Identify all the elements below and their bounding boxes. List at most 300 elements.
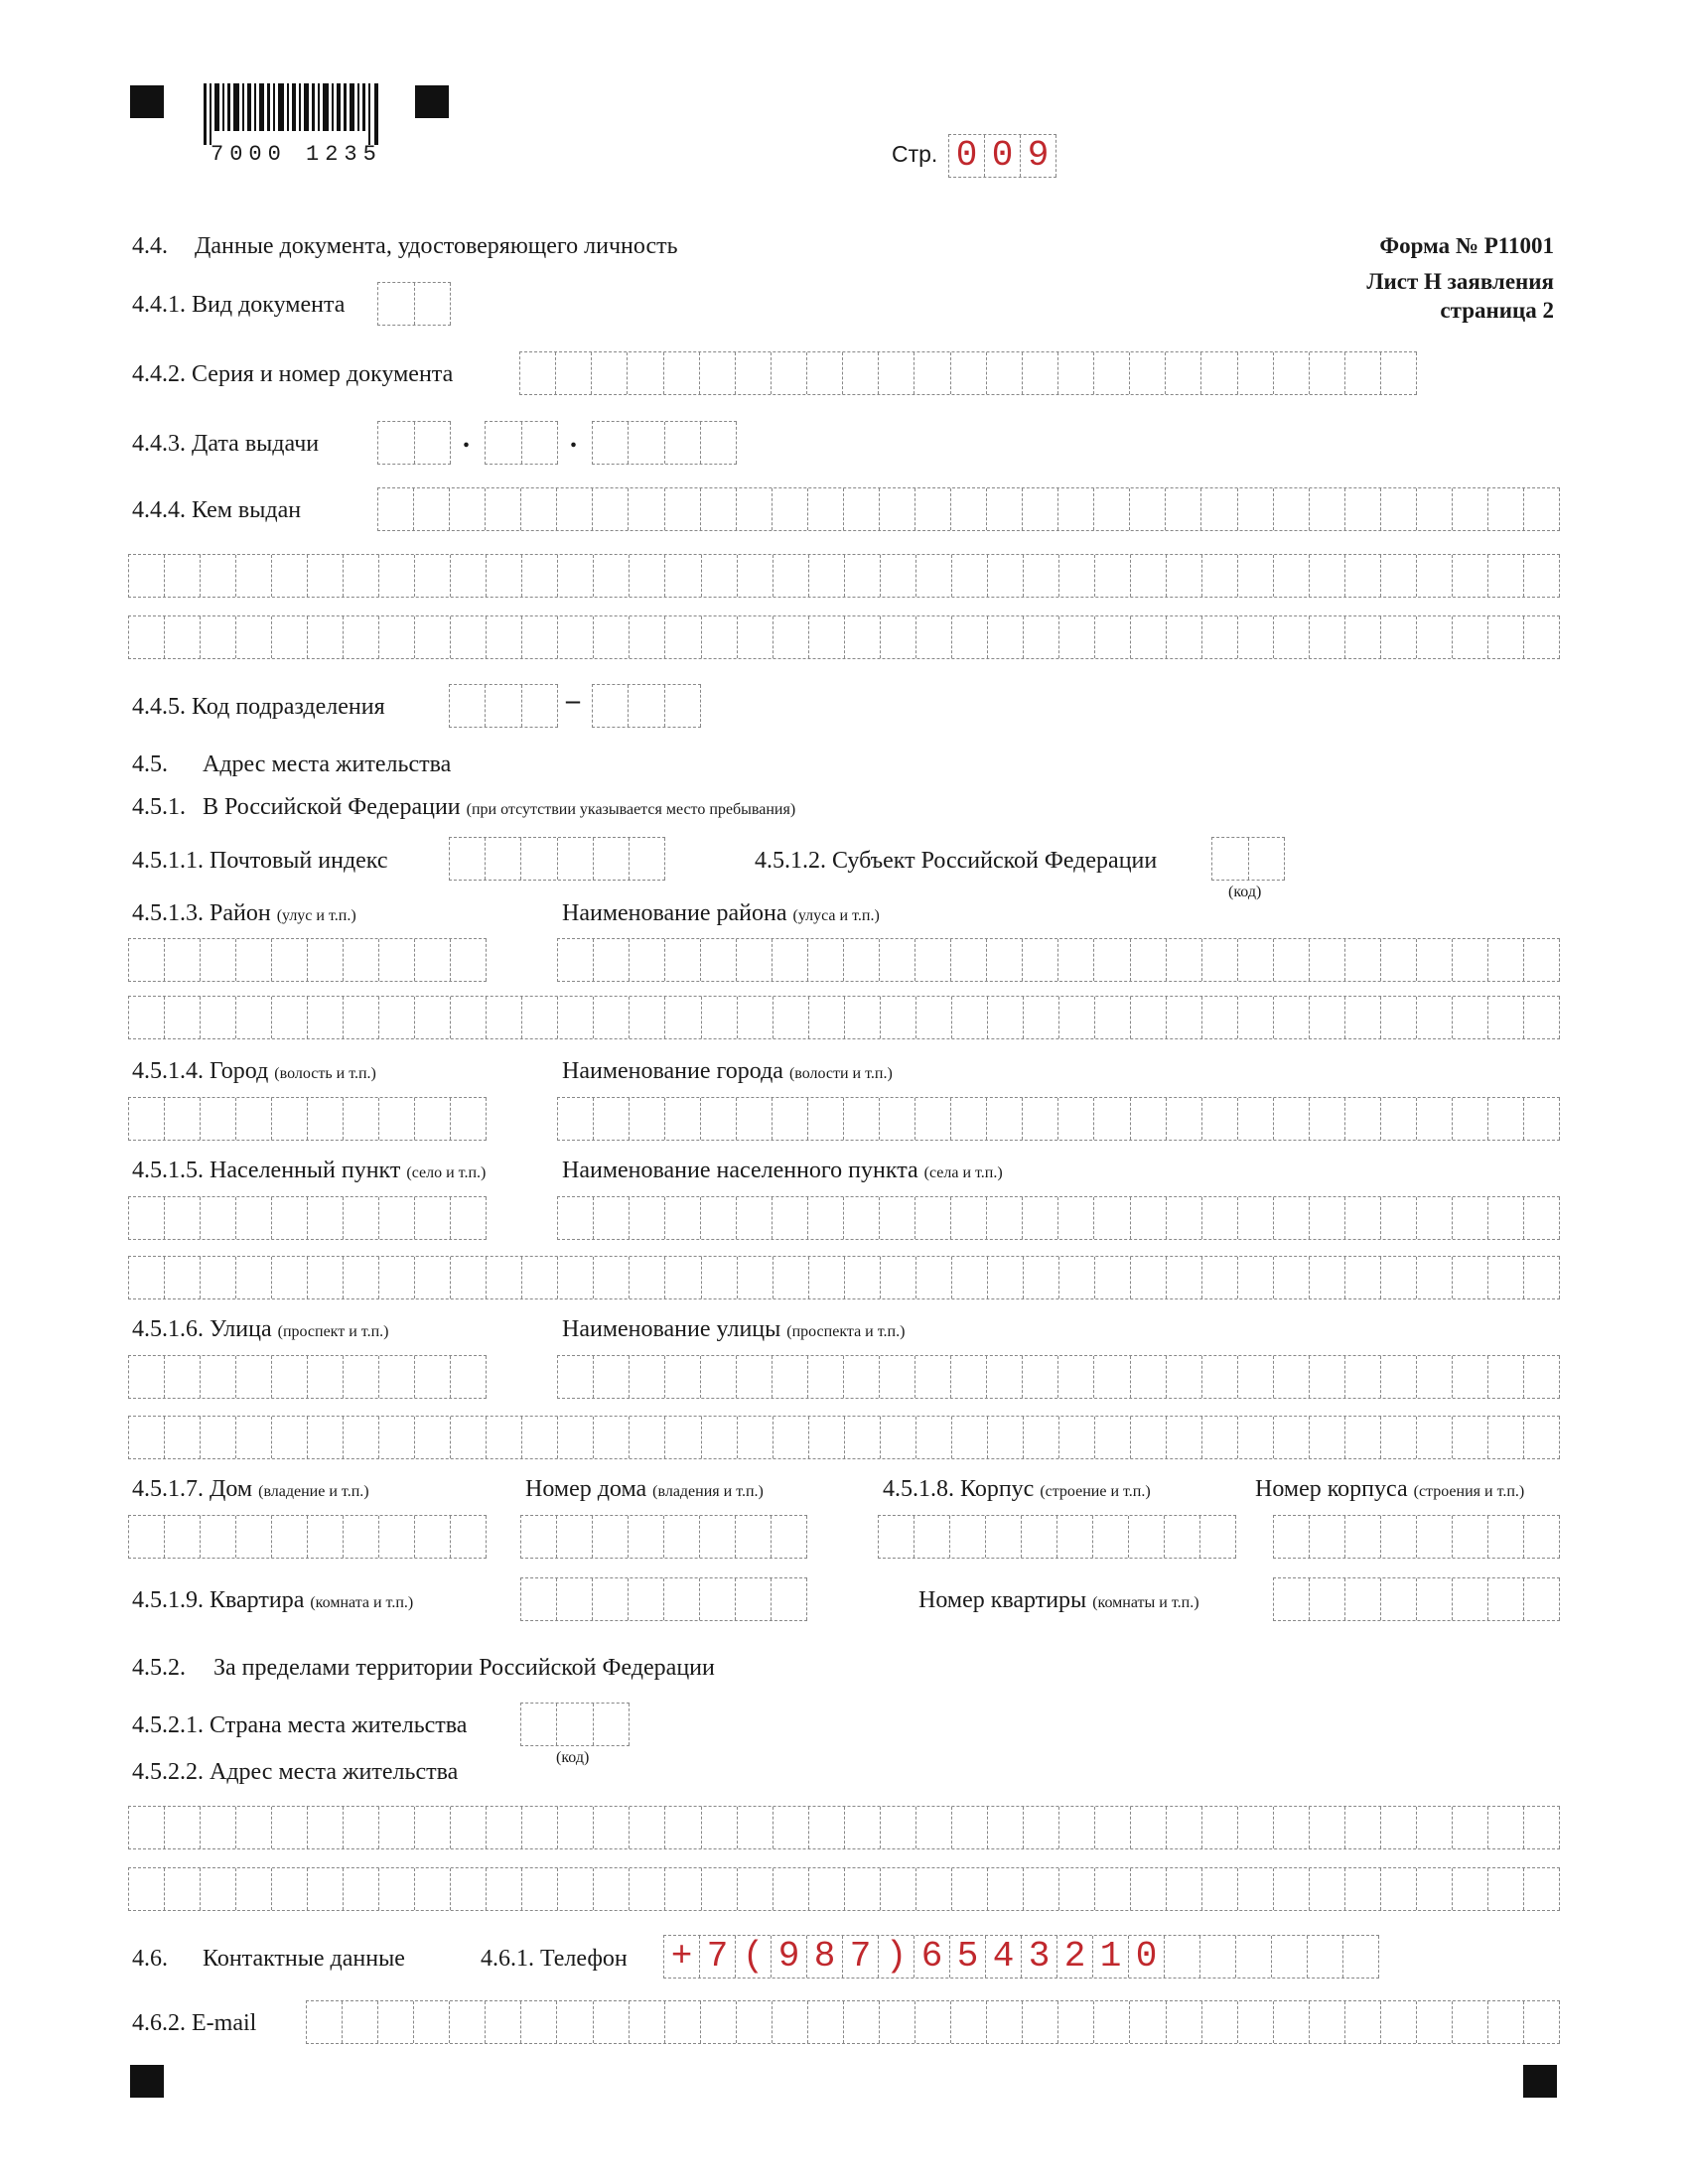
country-code-note: (код) — [556, 1749, 590, 1766]
char-cell — [844, 488, 880, 530]
char-cell — [773, 1098, 808, 1140]
char-cell — [236, 1516, 272, 1558]
char-cell — [1167, 1356, 1202, 1398]
char-cell — [1095, 1868, 1131, 1910]
char-cell — [1381, 1356, 1417, 1398]
char-cell — [1024, 1807, 1059, 1848]
char-cell — [1249, 838, 1286, 880]
char-cell — [1274, 1417, 1310, 1458]
char-cell — [988, 997, 1024, 1038]
char-cell — [272, 1197, 308, 1239]
city-type-cells[interactable] — [128, 1097, 487, 1141]
char-cell — [1488, 1516, 1524, 1558]
char-cell — [1095, 997, 1131, 1038]
char-cell — [1024, 997, 1059, 1038]
char-cell — [1093, 1516, 1129, 1558]
char-cell — [1024, 1868, 1059, 1910]
char-cell — [308, 1197, 344, 1239]
char-cell — [593, 488, 629, 530]
char-cell — [1488, 1257, 1524, 1298]
char-cell — [1202, 1257, 1238, 1298]
char-cell — [774, 997, 809, 1038]
char-cell — [1524, 1356, 1560, 1398]
char-cell — [1453, 1516, 1488, 1558]
char-cell — [1381, 997, 1417, 1038]
char-cell — [1417, 1868, 1453, 1910]
issue-year-cells[interactable] — [592, 421, 737, 465]
house-type-cells[interactable] — [128, 1515, 487, 1559]
char-cell — [1345, 352, 1381, 394]
char-cell — [773, 1356, 808, 1398]
char-cell — [1524, 1417, 1560, 1458]
char-cell — [521, 838, 557, 880]
char-cell — [558, 1417, 594, 1458]
char-cell — [845, 616, 881, 658]
char-cell — [1345, 1098, 1381, 1140]
char-cell — [701, 1098, 737, 1140]
char-cell — [558, 997, 594, 1038]
phone-char: 0 — [1129, 1936, 1165, 1978]
date-separator: . — [463, 423, 470, 454]
char-cell — [378, 283, 415, 325]
char-cell — [379, 1356, 415, 1398]
char-cell — [272, 555, 308, 597]
char-cell — [1238, 1356, 1274, 1398]
char-cell — [952, 1417, 988, 1458]
char-cell — [344, 1516, 379, 1558]
char-cell — [1167, 1257, 1202, 1298]
char-cell — [916, 1807, 952, 1848]
district-name-cells-line1[interactable] — [557, 938, 1560, 982]
city-label-text: 4.5.1.4. Город — [132, 1058, 269, 1084]
issued-by-cells-line1[interactable] — [377, 487, 1560, 531]
char-cell — [1345, 1868, 1381, 1910]
char-cell — [952, 555, 988, 597]
subject-code-cells[interactable] — [1211, 837, 1285, 881]
char-cell — [1202, 1356, 1238, 1398]
char-cell — [451, 1197, 487, 1239]
char-cell — [272, 616, 308, 658]
char-cell — [486, 2001, 521, 2043]
char-cell — [558, 616, 594, 658]
char-cell — [308, 1807, 344, 1848]
street-name-cells-line2[interactable] — [128, 1416, 1560, 1459]
city-name-cells[interactable] — [557, 1097, 1560, 1141]
char-cell — [629, 1516, 664, 1558]
char-cell — [1274, 939, 1310, 981]
char-cell — [1345, 1197, 1381, 1239]
char-cell — [1059, 616, 1095, 658]
building-number-text: Номер корпуса — [1255, 1476, 1408, 1502]
char-cell — [1488, 1417, 1524, 1458]
char-cell — [1274, 1868, 1310, 1910]
locality-label-text: 4.5.1.5. Населенный пункт — [132, 1158, 401, 1183]
char-cell — [521, 1578, 557, 1620]
char-cell — [487, 997, 522, 1038]
char-cell — [774, 555, 809, 597]
division-code-cells-part2[interactable] — [592, 684, 701, 728]
char-cell — [1453, 616, 1488, 658]
char-cell — [344, 1868, 379, 1910]
foreign-address-label: 4.5.2.2. Адрес места жительства — [132, 1759, 459, 1785]
char-cell — [809, 1868, 845, 1910]
char-cell — [1310, 488, 1345, 530]
char-cell — [630, 1098, 665, 1140]
char-cell — [129, 616, 165, 658]
char-cell — [487, 1417, 522, 1458]
char-cell — [1202, 1417, 1238, 1458]
char-cell — [951, 1197, 987, 1239]
char-cell — [450, 488, 486, 530]
char-cell — [1310, 352, 1345, 394]
char-cell — [665, 1356, 701, 1398]
char-cell — [236, 1868, 272, 1910]
char-cell — [1453, 1098, 1488, 1140]
char-cell — [1131, 616, 1167, 658]
building-number-note: (строения и т.п.) — [1413, 1483, 1525, 1500]
char-cell — [665, 555, 701, 597]
char-cell — [881, 1417, 916, 1458]
char-cell — [915, 1197, 951, 1239]
char-cell — [915, 1356, 951, 1398]
char-cell — [1488, 1098, 1524, 1140]
char-cell — [1274, 1807, 1310, 1848]
char-cell — [594, 1704, 630, 1745]
char-cell — [880, 2001, 915, 2043]
char-cell — [951, 352, 987, 394]
char-cell — [165, 616, 201, 658]
char-cell — [1131, 1417, 1167, 1458]
char-cell — [1417, 1578, 1453, 1620]
char-cell — [845, 1257, 881, 1298]
issued-by-cells-line3[interactable] — [128, 615, 1560, 659]
char-cell — [165, 1516, 201, 1558]
building-type-cells[interactable] — [878, 1515, 1236, 1559]
char-cell — [378, 2001, 414, 2043]
char-cell — [1310, 1516, 1345, 1558]
char-cell — [1059, 1868, 1095, 1910]
email-cells[interactable] — [306, 2000, 1560, 2044]
char-cell — [630, 555, 665, 597]
char-cell — [165, 1417, 201, 1458]
char-cell — [701, 2001, 737, 2043]
char-cell — [201, 1868, 236, 1910]
char-cell — [379, 1807, 415, 1848]
foreign-address-cells-line1[interactable] — [128, 1806, 1560, 1849]
char-cell — [630, 1356, 665, 1398]
char-cell — [1094, 1197, 1130, 1239]
char-cell — [1453, 1807, 1488, 1848]
street-name-note: (проспекта и т.п.) — [786, 1323, 906, 1340]
char-cell — [1453, 1417, 1488, 1458]
issued-by-cells-line2[interactable] — [128, 554, 1560, 598]
char-cell — [1058, 1356, 1094, 1398]
apartment-type-cells[interactable] — [520, 1577, 807, 1621]
char-cell — [1381, 488, 1417, 530]
char-cell — [201, 1356, 236, 1398]
char-cell — [1022, 1516, 1057, 1558]
char-cell — [1236, 1936, 1272, 1978]
char-cell — [737, 488, 773, 530]
char-cell — [1343, 1936, 1379, 1978]
char-cell — [880, 1098, 915, 1140]
char-cell — [558, 1356, 594, 1398]
char-cell — [881, 997, 916, 1038]
char-cell — [1417, 555, 1453, 597]
char-cell — [630, 997, 665, 1038]
char-cell — [809, 1257, 845, 1298]
postal-index-cells[interactable] — [449, 837, 665, 881]
char-cell — [702, 1257, 738, 1298]
char-cell — [415, 997, 451, 1038]
char-cell — [414, 2001, 450, 2043]
char-cell — [1274, 488, 1310, 530]
corner-marker-bottom-right — [1523, 2065, 1557, 2098]
char-cell — [378, 422, 415, 464]
char-cell — [520, 352, 556, 394]
series-number-label: 4.4.2. Серия и номер документа — [132, 361, 454, 387]
city-note: (волость и т.п.) — [274, 1065, 376, 1082]
city-name-text: Наименование города — [562, 1058, 783, 1084]
char-cell — [522, 616, 558, 658]
char-cell — [415, 1868, 451, 1910]
street-type-cells[interactable] — [128, 1355, 487, 1399]
char-cell — [344, 1356, 379, 1398]
char-cell — [1023, 352, 1058, 394]
char-cell — [1524, 1197, 1560, 1239]
char-cell — [702, 555, 738, 597]
foreign-address-cells-line2[interactable] — [128, 1867, 1560, 1911]
building-number-cells[interactable] — [1273, 1515, 1560, 1559]
char-cell — [1453, 1257, 1488, 1298]
division-code-label: 4.4.5. Код подразделения — [132, 694, 385, 720]
char-cell — [1130, 488, 1166, 530]
char-cell — [272, 1356, 308, 1398]
char-cell — [737, 939, 773, 981]
sheet-page: страница 2 — [1440, 298, 1554, 323]
char-cell — [1059, 555, 1095, 597]
char-cell — [738, 1417, 774, 1458]
char-cell — [774, 1417, 809, 1458]
char-cell — [1202, 555, 1238, 597]
char-cell — [630, 1868, 665, 1910]
apartment-number-cells[interactable] — [1273, 1577, 1560, 1621]
char-cell — [880, 1197, 915, 1239]
building-label — [883, 1477, 1151, 1501]
street-name-label — [562, 1317, 905, 1341]
char-cell — [1310, 616, 1345, 658]
char-cell — [344, 616, 379, 658]
char-cell — [664, 1516, 700, 1558]
char-cell — [201, 616, 236, 658]
char-cell — [521, 1516, 557, 1558]
house-number-text: Номер дома — [525, 1476, 647, 1502]
char-cell — [1202, 997, 1238, 1038]
char-cell — [487, 1807, 522, 1848]
char-cell — [307, 2001, 343, 2043]
char-cell — [308, 1356, 344, 1398]
street-name-cells-line1[interactable] — [557, 1355, 1560, 1399]
char-cell — [808, 1098, 844, 1140]
char-cell — [1130, 352, 1166, 394]
char-cell — [916, 1257, 952, 1298]
phone-char: 4 — [986, 1936, 1022, 1978]
char-cell — [1212, 838, 1249, 880]
char-cell — [1058, 488, 1094, 530]
char-cell — [1274, 1356, 1310, 1398]
char-cell — [272, 939, 308, 981]
char-cell — [1310, 1197, 1345, 1239]
district-type-cells[interactable] — [128, 938, 487, 982]
house-label — [132, 1477, 369, 1501]
section-title-4-5: Адрес места жительства — [203, 751, 452, 777]
char-cell — [1059, 1257, 1095, 1298]
char-cell — [951, 1098, 987, 1140]
char-cell — [1310, 1807, 1345, 1848]
char-cell — [415, 616, 451, 658]
char-cell — [665, 939, 701, 981]
char-cell — [1167, 1417, 1202, 1458]
char-cell — [1167, 555, 1202, 597]
house-number-cells[interactable] — [520, 1515, 807, 1559]
char-cell — [557, 1578, 593, 1620]
char-cell — [1023, 1197, 1058, 1239]
char-cell — [1453, 939, 1488, 981]
char-cell — [129, 555, 165, 597]
char-cell — [879, 1516, 914, 1558]
apartment-label — [132, 1588, 413, 1612]
char-cell — [379, 939, 415, 981]
char-cell — [736, 1516, 772, 1558]
char-cell — [451, 1356, 487, 1398]
char-cell — [702, 997, 738, 1038]
char-cell — [451, 997, 487, 1038]
locality-name-cells-line2[interactable] — [128, 1256, 1560, 1299]
char-cell — [1488, 1356, 1524, 1398]
char-cell — [558, 1197, 594, 1239]
section-number-4-5-1: 4.5.1. — [132, 794, 186, 820]
char-cell — [1381, 1807, 1417, 1848]
char-cell — [1453, 997, 1488, 1038]
char-cell — [1524, 1257, 1560, 1298]
char-cell — [451, 1257, 487, 1298]
char-cell — [808, 488, 844, 530]
char-cell — [629, 1578, 664, 1620]
char-cell — [1381, 1868, 1417, 1910]
char-cell — [1058, 352, 1094, 394]
char-cell — [1202, 1807, 1238, 1848]
char-cell — [379, 1257, 415, 1298]
char-cell — [592, 352, 628, 394]
char-cell — [738, 1868, 774, 1910]
char-cell — [773, 2001, 808, 2043]
char-cell — [738, 616, 774, 658]
char-cell — [165, 1257, 201, 1298]
char-cell — [558, 1868, 594, 1910]
char-cell — [664, 352, 700, 394]
char-cell — [1274, 616, 1310, 658]
char-cell — [1308, 1936, 1343, 1978]
char-cell — [593, 1516, 629, 1558]
char-cell — [379, 997, 415, 1038]
char-cell — [165, 555, 201, 597]
char-cell — [1524, 1098, 1560, 1140]
char-cell — [738, 997, 774, 1038]
char-cell — [1488, 997, 1524, 1038]
char-cell — [665, 1807, 701, 1848]
char-cell — [1310, 1257, 1345, 1298]
char-cell — [738, 555, 774, 597]
issue-month-cells[interactable] — [485, 421, 558, 465]
char-cell — [594, 997, 630, 1038]
char-cell — [415, 1807, 451, 1848]
sheet-title: Лист Н заявления — [1366, 269, 1554, 294]
char-cell — [988, 1417, 1024, 1458]
char-cell — [451, 555, 487, 597]
char-cell — [451, 939, 487, 981]
char-cell — [1310, 555, 1345, 597]
char-cell — [1094, 2001, 1130, 2043]
char-cell — [1488, 939, 1524, 981]
phone-char: 7 — [700, 1936, 736, 1978]
phone-cells[interactable] — [663, 1935, 1379, 1979]
char-cell — [1417, 939, 1453, 981]
char-cell — [414, 488, 450, 530]
issue-day-cells[interactable] — [377, 421, 451, 465]
char-cell — [1167, 1807, 1202, 1848]
char-cell — [736, 1578, 772, 1620]
building-number-label — [1255, 1477, 1524, 1501]
char-cell — [665, 1197, 701, 1239]
country-code-cells[interactable] — [520, 1703, 630, 1746]
apartment-number-label — [918, 1588, 1199, 1612]
char-cell — [628, 352, 663, 394]
char-cell — [165, 1197, 201, 1239]
char-cell — [916, 555, 952, 597]
section-title-4-4: Данные документа, удостоверяющего личность — [195, 233, 678, 259]
char-cell — [809, 1417, 845, 1458]
district-name-cells-line2[interactable] — [128, 996, 1560, 1039]
char-cell — [1524, 616, 1560, 658]
char-cell — [1095, 555, 1131, 597]
page-number-cells[interactable] — [948, 134, 1056, 178]
char-cell — [664, 1578, 700, 1620]
char-cell — [1274, 2001, 1310, 2043]
district-name-label — [562, 901, 880, 925]
char-cell — [1488, 1578, 1524, 1620]
char-cell — [308, 939, 344, 981]
char-cell — [845, 1807, 881, 1848]
locality-name-cells-line1[interactable] — [557, 1196, 1560, 1240]
doc-type-cells[interactable] — [377, 282, 451, 326]
char-cell — [952, 1868, 988, 1910]
char-cell — [1165, 1516, 1200, 1558]
division-code-cells-part1[interactable] — [449, 684, 558, 728]
char-cell — [952, 997, 988, 1038]
locality-name-label — [562, 1159, 1003, 1182]
building-label-text: 4.5.1.8. Корпус — [883, 1476, 1035, 1502]
char-cell — [1131, 939, 1167, 981]
char-cell — [879, 352, 914, 394]
char-cell — [1345, 616, 1381, 658]
apartment-label-text: 4.5.1.9. Квартира — [132, 1587, 305, 1613]
street-label-text: 4.5.1.6. Улица — [132, 1316, 272, 1342]
subject-label: 4.5.1.2. Субъект Российской Федерации — [755, 848, 1158, 874]
locality-type-cells[interactable] — [128, 1196, 487, 1240]
char-cell — [415, 1098, 451, 1140]
series-number-cells[interactable] — [519, 351, 1417, 395]
char-cell — [1310, 939, 1345, 981]
